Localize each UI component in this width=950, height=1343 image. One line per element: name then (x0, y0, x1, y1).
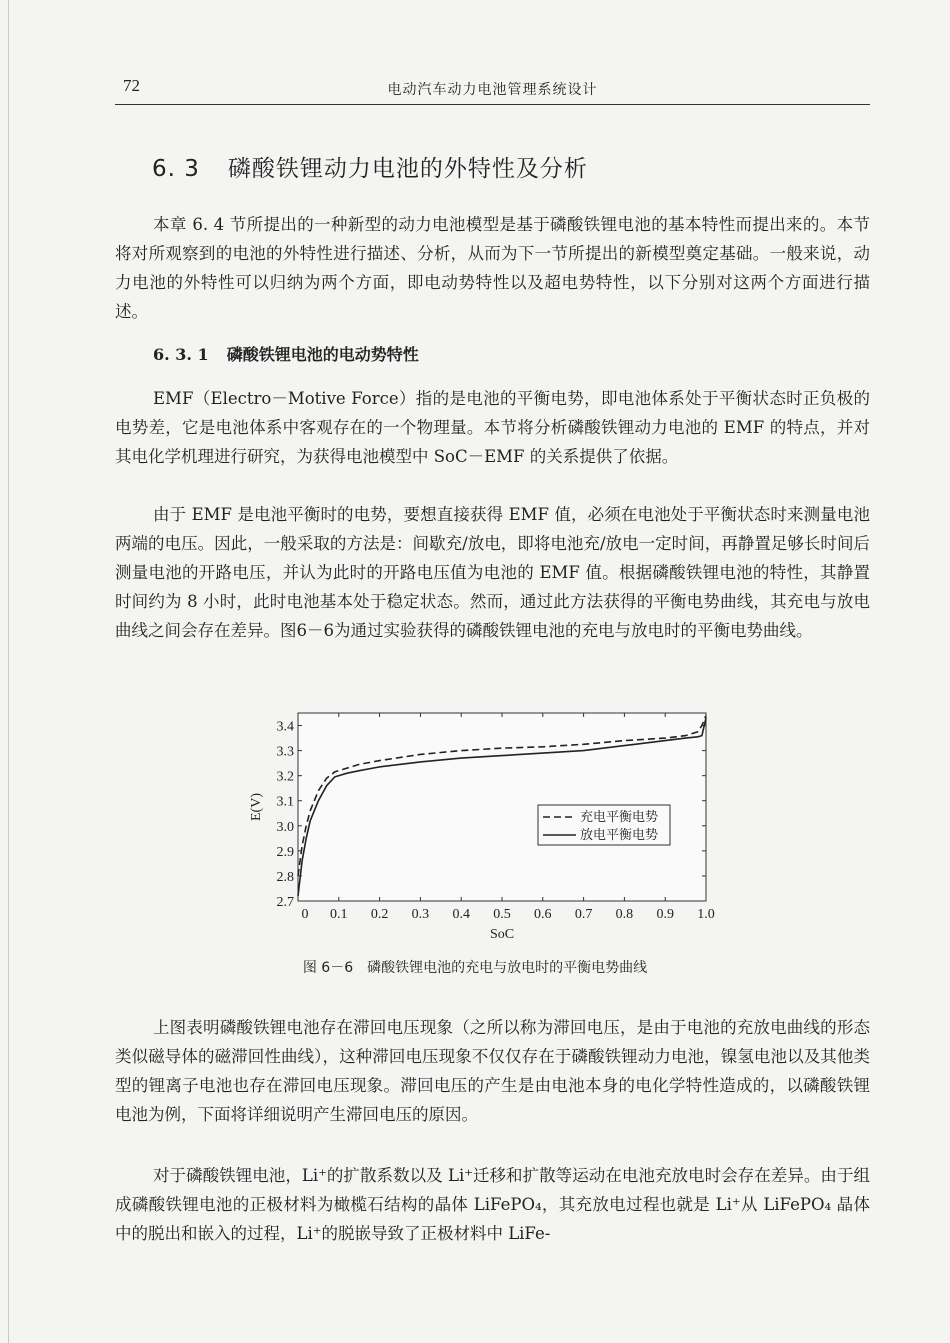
y-tick-label: 3.1 (276, 794, 294, 810)
section-title: 磷酸铁锂动力电池的外特性及分析 (227, 156, 588, 182)
paragraph-emf-definition: EMF（Electro－Motive Force）指的是电池的平衡电势，即电池体系处于平衡状态时正负极的电势差，它是电池体系中客观存在的一个物理量。本节将分析磷酸铁锂动力电池的 EMF 的特点，并对其电化学机理进行研究，为获得电池模型中 SoC－EMF 的关系提供了依据。 (115, 389, 870, 466)
x-tick-label: 0.2 (370, 907, 389, 922)
paragraph-hysteresis: 上图表明磷酸铁锂电池存在滞回电压现象（之所以称为滞回电压，是由于电池的充放电曲线的形态类似磁导体的磁滞回性曲线），这种滞回电压现象不仅仅存在于磷酸铁锂动力电池，镍氢电池以及其他类型的锂离子电池也存在滞回电压现象。滞回电压的产生是由电池本身的电化学特性造成的，以磷酸铁锂电池为例，下面将详细说明产生滞回电压的原因。 (115, 1018, 870, 1124)
subsection-title: 磷酸铁锂电池的电动势特性 (226, 345, 419, 364)
subsection-heading (153, 342, 419, 365)
paragraph-li-diffusion: 对于磷酸铁锂电池，Li⁺的扩散系数以及 Li⁺迁移和扩散等运动在电池充放电时会存在差异。由于组成磷酸铁锂电池的正极材料为橄榄石结构的晶体 LiFePO₄，其充放电过程也就是 Li⁺从 LiFePO₄ 晶体中的脱出和嵌入的过程，Li⁺的脱嵌导致了正极材料中 LiFe- (115, 1166, 870, 1243)
y-tick-label: 3.3 (276, 744, 294, 760)
x-tick-label: 0.9 (656, 907, 674, 922)
section-heading (152, 150, 588, 183)
x-tick-label: 0.7 (574, 907, 593, 922)
y-tick-label: 3.2 (276, 769, 294, 785)
figure-caption (0, 957, 950, 977)
y-tick-label: 2.8 (276, 869, 294, 885)
paragraph-intro: 本章 6. 4 节所提出的一种新型的动力电池模型是基于磷酸铁锂电池的基本特性而提出来的。本节将对所观察到的电池的外特性进行描述、分析，从而为下一节所提出的新模型奠定基础。一般来说，动力电池的外特性可以归纳为两个方面，即电动势特性以及超电势特性，以下分别对这两个方面进行描述。 (115, 215, 870, 321)
emf-chart (240, 704, 730, 944)
y-tick-label: 2.7 (276, 895, 294, 910)
page-number: 72 (123, 76, 140, 95)
x-axis-label: SoC (489, 927, 515, 942)
x-tick-label: 0.4 (452, 907, 470, 922)
y-tick-label: 2.9 (276, 844, 294, 860)
y-tick-label: 3.4 (276, 719, 294, 735)
figure-label: 图 6－6 (302, 960, 354, 976)
page-edge-line (8, 0, 9, 1343)
x-tick-label: 0 (301, 907, 309, 922)
paragraph-emf-measurement: 由于 EMF 是电池平衡时的电势，要想直接获得 EMF 值，必须在电池处于平衡状态时来测量电池两端的电压。因此，一般采取的方法是：间歇充/放电，即将电池充/放电一定时间，再静置足够长时间后测量电池的开路电压，并认为此时的开路电压值为电池的 EMF 值。根据磷酸铁锂电池的特性，其静置时间约为 8 小时，此时电池基本处于稳定状态。然而，通过此方法获得的平衡电势曲线，其充电与放电曲线之间会存在差异。图6－6为通过实验获得的磷酸铁锂电池的充电与放电时的平衡电势曲线。 (115, 505, 870, 640)
running-header (115, 76, 870, 105)
x-tick-label: 0.8 (615, 907, 634, 922)
subsection-number: 6. 3. 1 (153, 345, 209, 364)
emf-chart-figure (240, 704, 730, 948)
x-tick-label: 1.0 (697, 907, 715, 922)
x-tick-label: 0.5 (493, 907, 511, 922)
y-axis-label: E(V) (249, 793, 264, 821)
x-tick-label: 0.1 (330, 907, 348, 922)
x-tick-label: 0.3 (411, 907, 430, 922)
legend-label-discharge: 放电平衡电势 (580, 828, 659, 843)
figure-caption-text: 磷酸铁锂电池的充电与放电时的平衡电势曲线 (367, 960, 648, 976)
y-tick-label: 3.0 (276, 819, 294, 835)
x-tick-label: 0.6 (534, 907, 552, 922)
legend-label-charge: 充电平衡电势 (580, 810, 659, 825)
running-title: 电动汽车动力电池管理系统设计 (387, 82, 598, 98)
section-number: 6. 3 (152, 156, 200, 182)
